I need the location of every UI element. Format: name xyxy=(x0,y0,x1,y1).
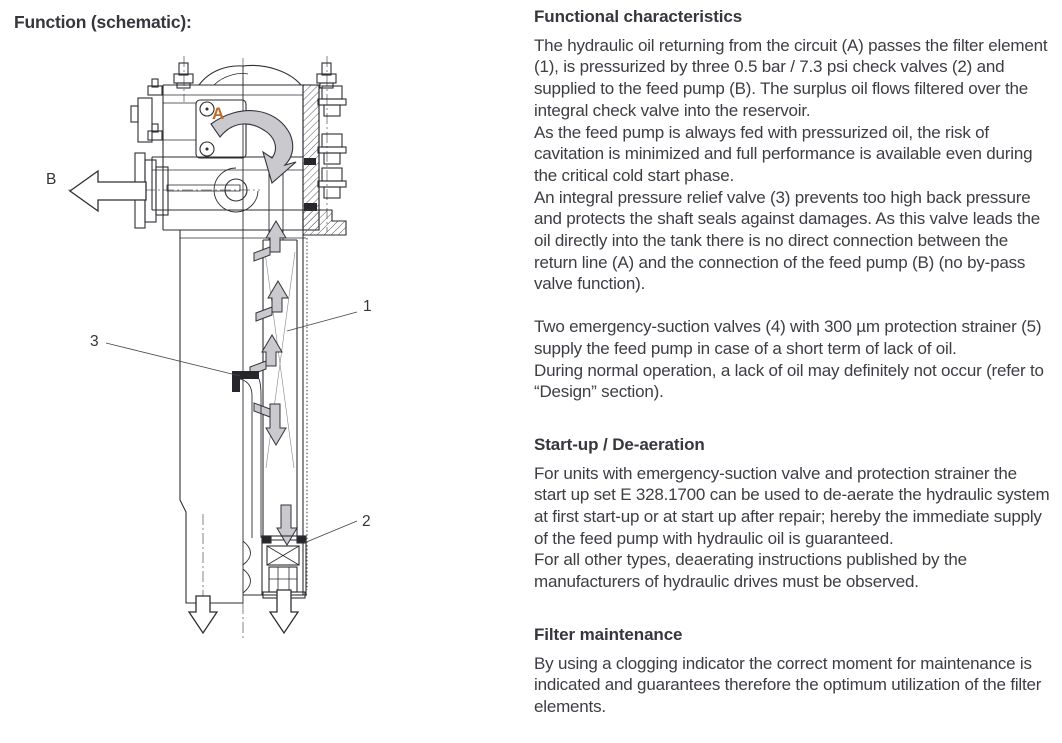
paragraph: By using a clogging indicator the correct moment for maintenance is indicated and guarantees therefore the optimum utilization of the filter elements. xyxy=(534,653,1042,716)
text-column xyxy=(534,6,1050,718)
paragraph: For all other types, deaerating instructions published by the manufacturers of hydraulic drives must be observed. xyxy=(534,550,967,592)
paragraph: During normal operation, a lack of oil may definitely not occur (refer to “Design” section). xyxy=(534,360,1044,402)
bottom-flow-arrows xyxy=(189,590,298,633)
label-a: A xyxy=(212,104,225,123)
section-startup-deaeration xyxy=(534,434,1050,593)
section-heading: Filter maintenance xyxy=(534,624,683,644)
section-functional-characteristics xyxy=(534,6,1050,403)
port-b xyxy=(70,153,258,228)
relief-valve xyxy=(232,371,261,538)
label-3: 3 xyxy=(90,333,99,350)
label-b: B xyxy=(46,171,57,188)
section-filter-maintenance xyxy=(534,624,1050,718)
section-heading: Functional characteristics xyxy=(534,7,743,26)
left-section-title: Function (schematic): xyxy=(14,12,192,32)
paragraph: Two emergency-suction valves (4) with 300 µm protection strainer (5) supply the feed pump in case of a short term of lack of oil. xyxy=(534,317,1042,358)
filter-body xyxy=(180,230,307,603)
flow-arrows-element xyxy=(250,221,297,545)
paragraph: As the feed pump is always fed with pressurized oil, the risk of cavitation is minimized and full performance is available even during the critical cold start phase. xyxy=(534,122,1033,185)
mounting-flange xyxy=(303,85,346,235)
leader-lines xyxy=(106,312,357,543)
label-1: 1 xyxy=(363,298,372,315)
paragraph: The hydraulic oil returning from the circuit (A) passes the filter element (1), is pressurized by three 0.5 bar / 7.3 psi check valves (2) and supplied to the feed pump (B). The surplus oil flows filtered over the integral check valve into the reservoir. xyxy=(534,35,1048,120)
paragraph: For units with emergency-suction valve and protection strainer the start up set E 328.1700 can be used to de-aerate the hydraulic system at first start-up or at start up after repair; hereby the immediate supply of the feed pump with hydraulic oil is guaranteed. xyxy=(534,463,1050,548)
check-valve xyxy=(243,536,306,598)
label-2: 2 xyxy=(362,513,371,530)
paragraph: An integral pressure relief valve (3) prevents too high back pressure and protects the shaft seals against damages. As this valve leads the oil directly into the tank there is no direct connection between the return line (A) and the connection of the feed pump (B) (no by-pass valve function). xyxy=(534,187,1040,294)
section-heading: Start-up / De-aeration xyxy=(534,434,705,454)
